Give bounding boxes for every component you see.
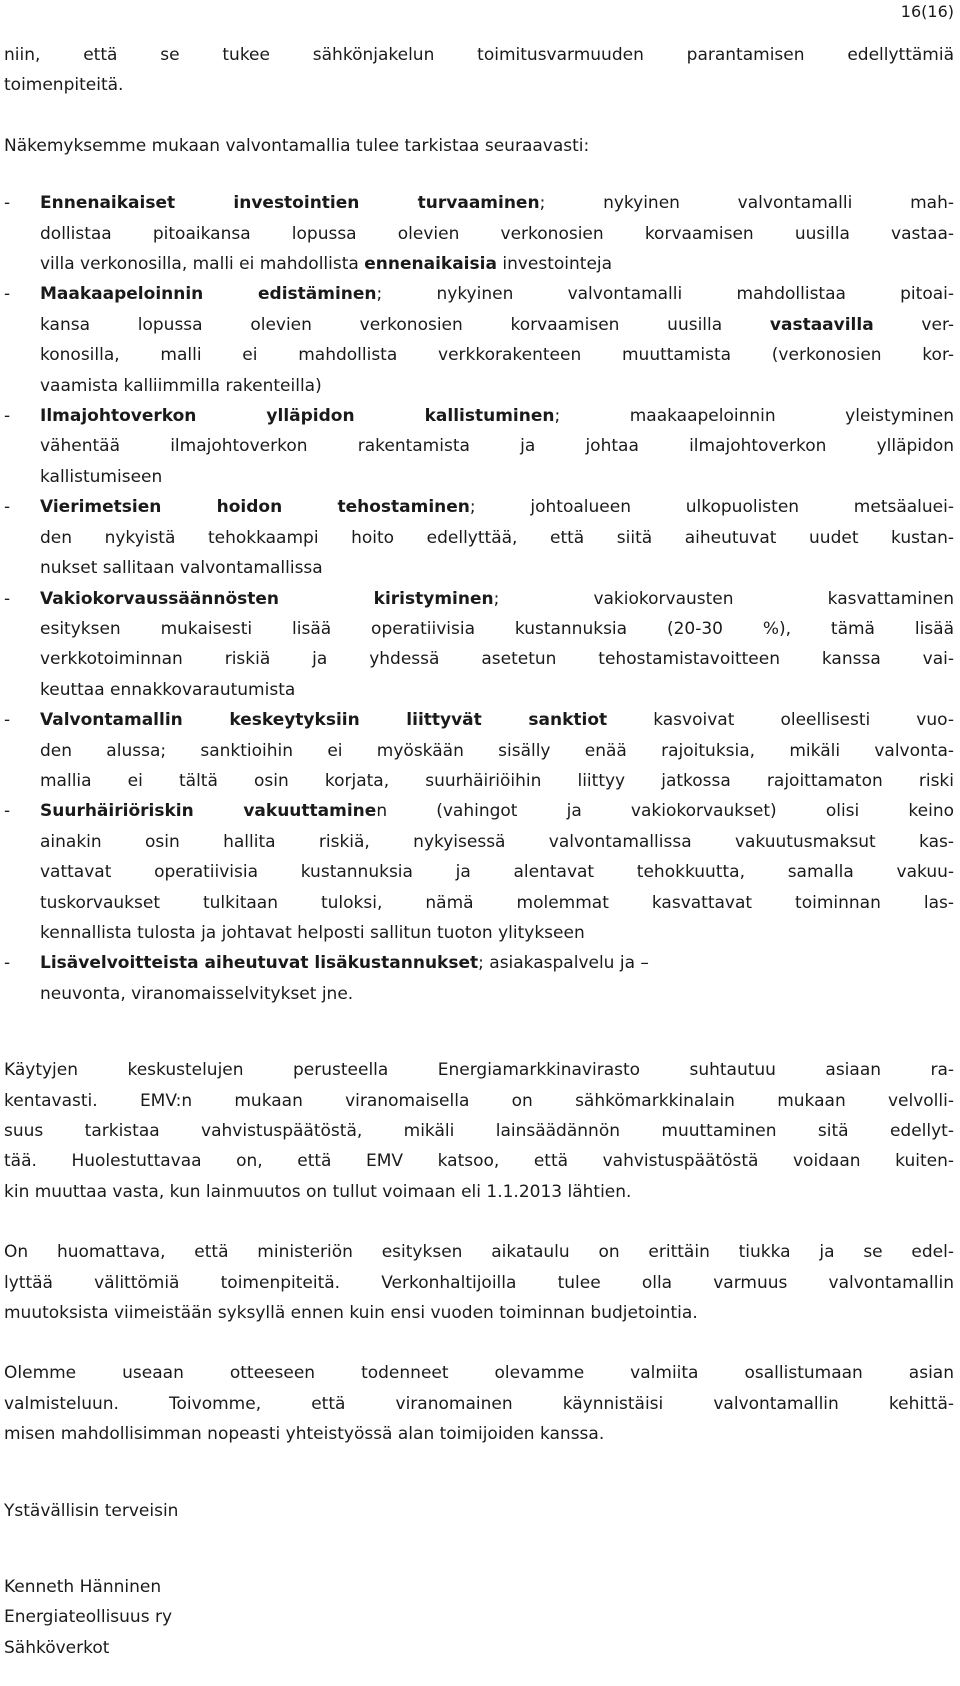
text-run: ; nykyinen valvontamalli mahdollistaa pitoai- [376,284,954,305]
text-run: den alussa; sanktioihin ei myöskään sisälly enää rajoituksia, mikäli valvonta- [40,740,954,761]
text-run: On huomattava, että ministeriön esityksen aikataulu on erittäin tiukka ja se edel- [4,1242,954,1263]
body-paragraphs [4,1055,954,1449]
text-run: n (vahingot ja vakiokorvaukset) olisi keino [376,801,954,822]
signature-name: Kenneth Hänninen [4,1577,162,1598]
signature-unit: Sähköverkot [4,1637,110,1658]
text-run: tuskorvaukset tulkitaan tuloksi, nämä molemmat kasvattavat toiminnan las- [40,892,954,913]
text-run: vähentää ilmajohtoverkon rakentamista ja johtaa ilmajohtoverkon ylläpidon [40,436,954,457]
paragraph-line [4,1298,954,1328]
text-run: kasvoivat oleellisesti vuo- [607,710,954,731]
paragraph-line [4,1177,954,1207]
list-item [4,948,954,1009]
list-item [4,705,954,796]
text-run: valmisteluun. Toivomme, että viranomainen käynnistäisi valvontamallin kehittä- [4,1393,954,1414]
intro-line [4,70,954,100]
list-item [4,401,954,492]
body-paragraph [4,1055,954,1207]
list-item-line [40,431,954,461]
text-run: villa verkonosilla, malli ei mahdollista [40,254,365,275]
list-item [4,188,954,279]
body-paragraph [4,1237,954,1328]
list-item-line [40,979,954,1009]
list-item-line [40,796,954,826]
list-item-line [40,948,954,978]
lead-sentence: Näkemyksemme mukaan valvontamallia tulee tarkistaa seuraavasti: [4,135,590,156]
text-run: ; vakiokorvausten kasvattaminen [493,588,954,609]
list-item-line [40,279,954,309]
list-item-line [40,340,954,370]
emphasis-text: Valvontamallin keskeytyksiin liittyvät sanktiot [40,710,608,731]
list-item-line [40,584,954,614]
text-run: vattavat operatiivisia kustannuksia ja alentavat tehokkuutta, samalla vakuu- [40,862,954,883]
paragraph-line [4,1419,954,1449]
text-run: tää. Huolestuttavaa on, että EMV katsoo, että vahvistuspäätöstä voidaan kuiten- [4,1151,954,1172]
paragraph-line [4,1389,954,1419]
text-run: neuvonta, viranomaisselvitykset jne. [40,983,354,1004]
list-item-line [40,310,954,340]
text-run: kennallista tulosta ja johtavat helposti sallitun tuoton ylitykseen [40,922,585,943]
list-item-line [40,462,954,492]
list-item-line [40,553,954,583]
list-item-line [40,766,954,796]
text-run: ; nykyinen valvontamalli mah- [539,193,954,214]
paragraph-line [4,1358,954,1388]
text-run: muutoksista viimeistään syksyllä ennen kuin ensi vuoden toiminnan budjetointia. [4,1303,698,1324]
text-run: toimenpiteitä. [4,75,124,96]
paragraph-line [4,1116,954,1146]
text-run: kentavasti. EMV:n mukaan viranomaisella on sähkömarkkinalain mukaan velvolli- [4,1090,954,1111]
emphasis-text: Ennenaikaiset investointien turvaaminen [40,193,540,214]
intro-paragraph [4,40,954,101]
emphasis-text: Vakiokorvaussäännösten kiristyminen [40,588,494,609]
paragraph-line [4,1268,954,1298]
text-run: misen mahdollisimman nopeasti yhteistyössä alan toimijoiden kanssa. [4,1424,605,1445]
list-item-line [40,401,954,431]
text-run: kin muuttaa vasta, kun lainmuutos on tullut voimaan eli 1.1.2013 lähtien. [4,1181,632,1202]
paragraph-line [4,1086,954,1116]
text-run: kallistumiseen [40,466,163,487]
list-item-line [40,888,954,918]
text-run: ainakin osin hallita riskiä, nykyisessä valvontamallissa vakuutusmaksut kas- [40,831,954,852]
intro-line [4,40,954,70]
list-item-line [40,736,954,766]
list-item-line [40,918,954,948]
letter-body [4,40,954,1663]
paragraph-line [4,1237,954,1267]
text-run: dollistaa pitoaikansa lopussa olevien verkonosien korvaamisen uusilla vastaa- [40,223,954,244]
text-run: konosilla, malli ei mahdollista verkkorakenteen muuttamista (verkonosien kor- [40,345,954,366]
text-run: verkkotoiminnan riskiä ja yhdessä asetetun tehostamistavoitteen kanssa vai- [40,649,954,670]
text-run: vaamista kalliimmilla rakenteilla) [40,375,322,396]
text-run: ver- [873,314,954,335]
text-run: lyttää välittömiä toimenpiteitä. Verkonhaltijoilla tulee olla varmuus valvontamallin [4,1272,954,1293]
emphasis-text: Suurhäiriöriskin vakuuttamine [40,801,377,822]
signature-block [4,1572,954,1663]
list-item [4,584,954,706]
list-item-line [40,188,954,218]
body-paragraph [4,1358,954,1449]
list-item-line [40,857,954,887]
list-item-line [40,523,954,553]
text-run: kansa lopussa olevien verkonosien korvaamisen uusilla [40,314,770,335]
list-item [4,279,954,401]
requirements-list [4,188,954,1009]
text-run: suus tarkistaa vahvistuspäätöstä, mikäli lainsäädännön muuttaminen sitä edellyt- [4,1121,954,1141]
text-run: ; asiakaspalvelu ja – [478,953,649,974]
list-item-line [40,219,954,249]
list-item-line [40,675,954,705]
text-run: den nykyistä tehokkaampi hoito edellyttää, että siitä aiheutuvat uudet kustan- [40,527,954,548]
text-run: nukset sallitaan valvontamallissa [40,558,323,579]
text-run: Olemme useaan otteeseen todenneet olevamme valmiita osallistumaan asian [4,1363,954,1384]
emphasis-text: vastaavilla [769,314,874,335]
list-item [4,492,954,583]
text-run: esityksen mukaisesti lisää operatiivisia kustannuksia (20-30 %), tämä lisää [40,618,954,639]
text-run: keuttaa ennakkovarautumista [40,679,296,700]
list-item [4,796,954,948]
emphasis-text: Ilmajohtoverkon ylläpidon kallistuminen [40,406,555,427]
paragraph-line [4,1146,954,1176]
paragraph-line [4,1055,954,1085]
list-item-line [40,614,954,644]
list-item-line [40,249,954,279]
text-run: Käytyjen keskustelujen perusteella Energiamarkkinavirasto suhtautuu asiaan ra- [4,1060,954,1081]
list-item-line [40,827,954,857]
emphasis-text: Vierimetsien hoidon tehostaminen [40,497,470,518]
emphasis-text: ennenaikaisia [364,254,497,275]
list-item-line [40,705,954,735]
list-item-line [40,371,954,401]
signature-organization: Energiateollisuus ry [4,1607,173,1628]
text-run: niin, että se tukee sähkönjakelun toimitusvarmuuden parantamisen edellyttämiä [4,45,954,65]
list-item-line [40,492,954,522]
emphasis-text: Maakaapeloinnin edistäminen [40,284,377,305]
text-run: investointeja [496,254,613,275]
page-number: 16(16) [900,2,954,21]
text-run: ; maakaapeloinnin yleistyminen [554,406,954,427]
text-run: mallia ei tältä osin korjata, suurhäiriöihin liittyy jatkossa rajoittamaton riski [40,770,954,791]
list-item-line [40,644,954,674]
emphasis-text: Lisävelvoitteista aiheutuvat lisäkustannukset [40,953,479,974]
text-run: ; johtoalueen ulkopuolisten metsäaluei- [469,497,954,518]
closing-greeting: Ystävällisin terveisin [4,1500,179,1521]
